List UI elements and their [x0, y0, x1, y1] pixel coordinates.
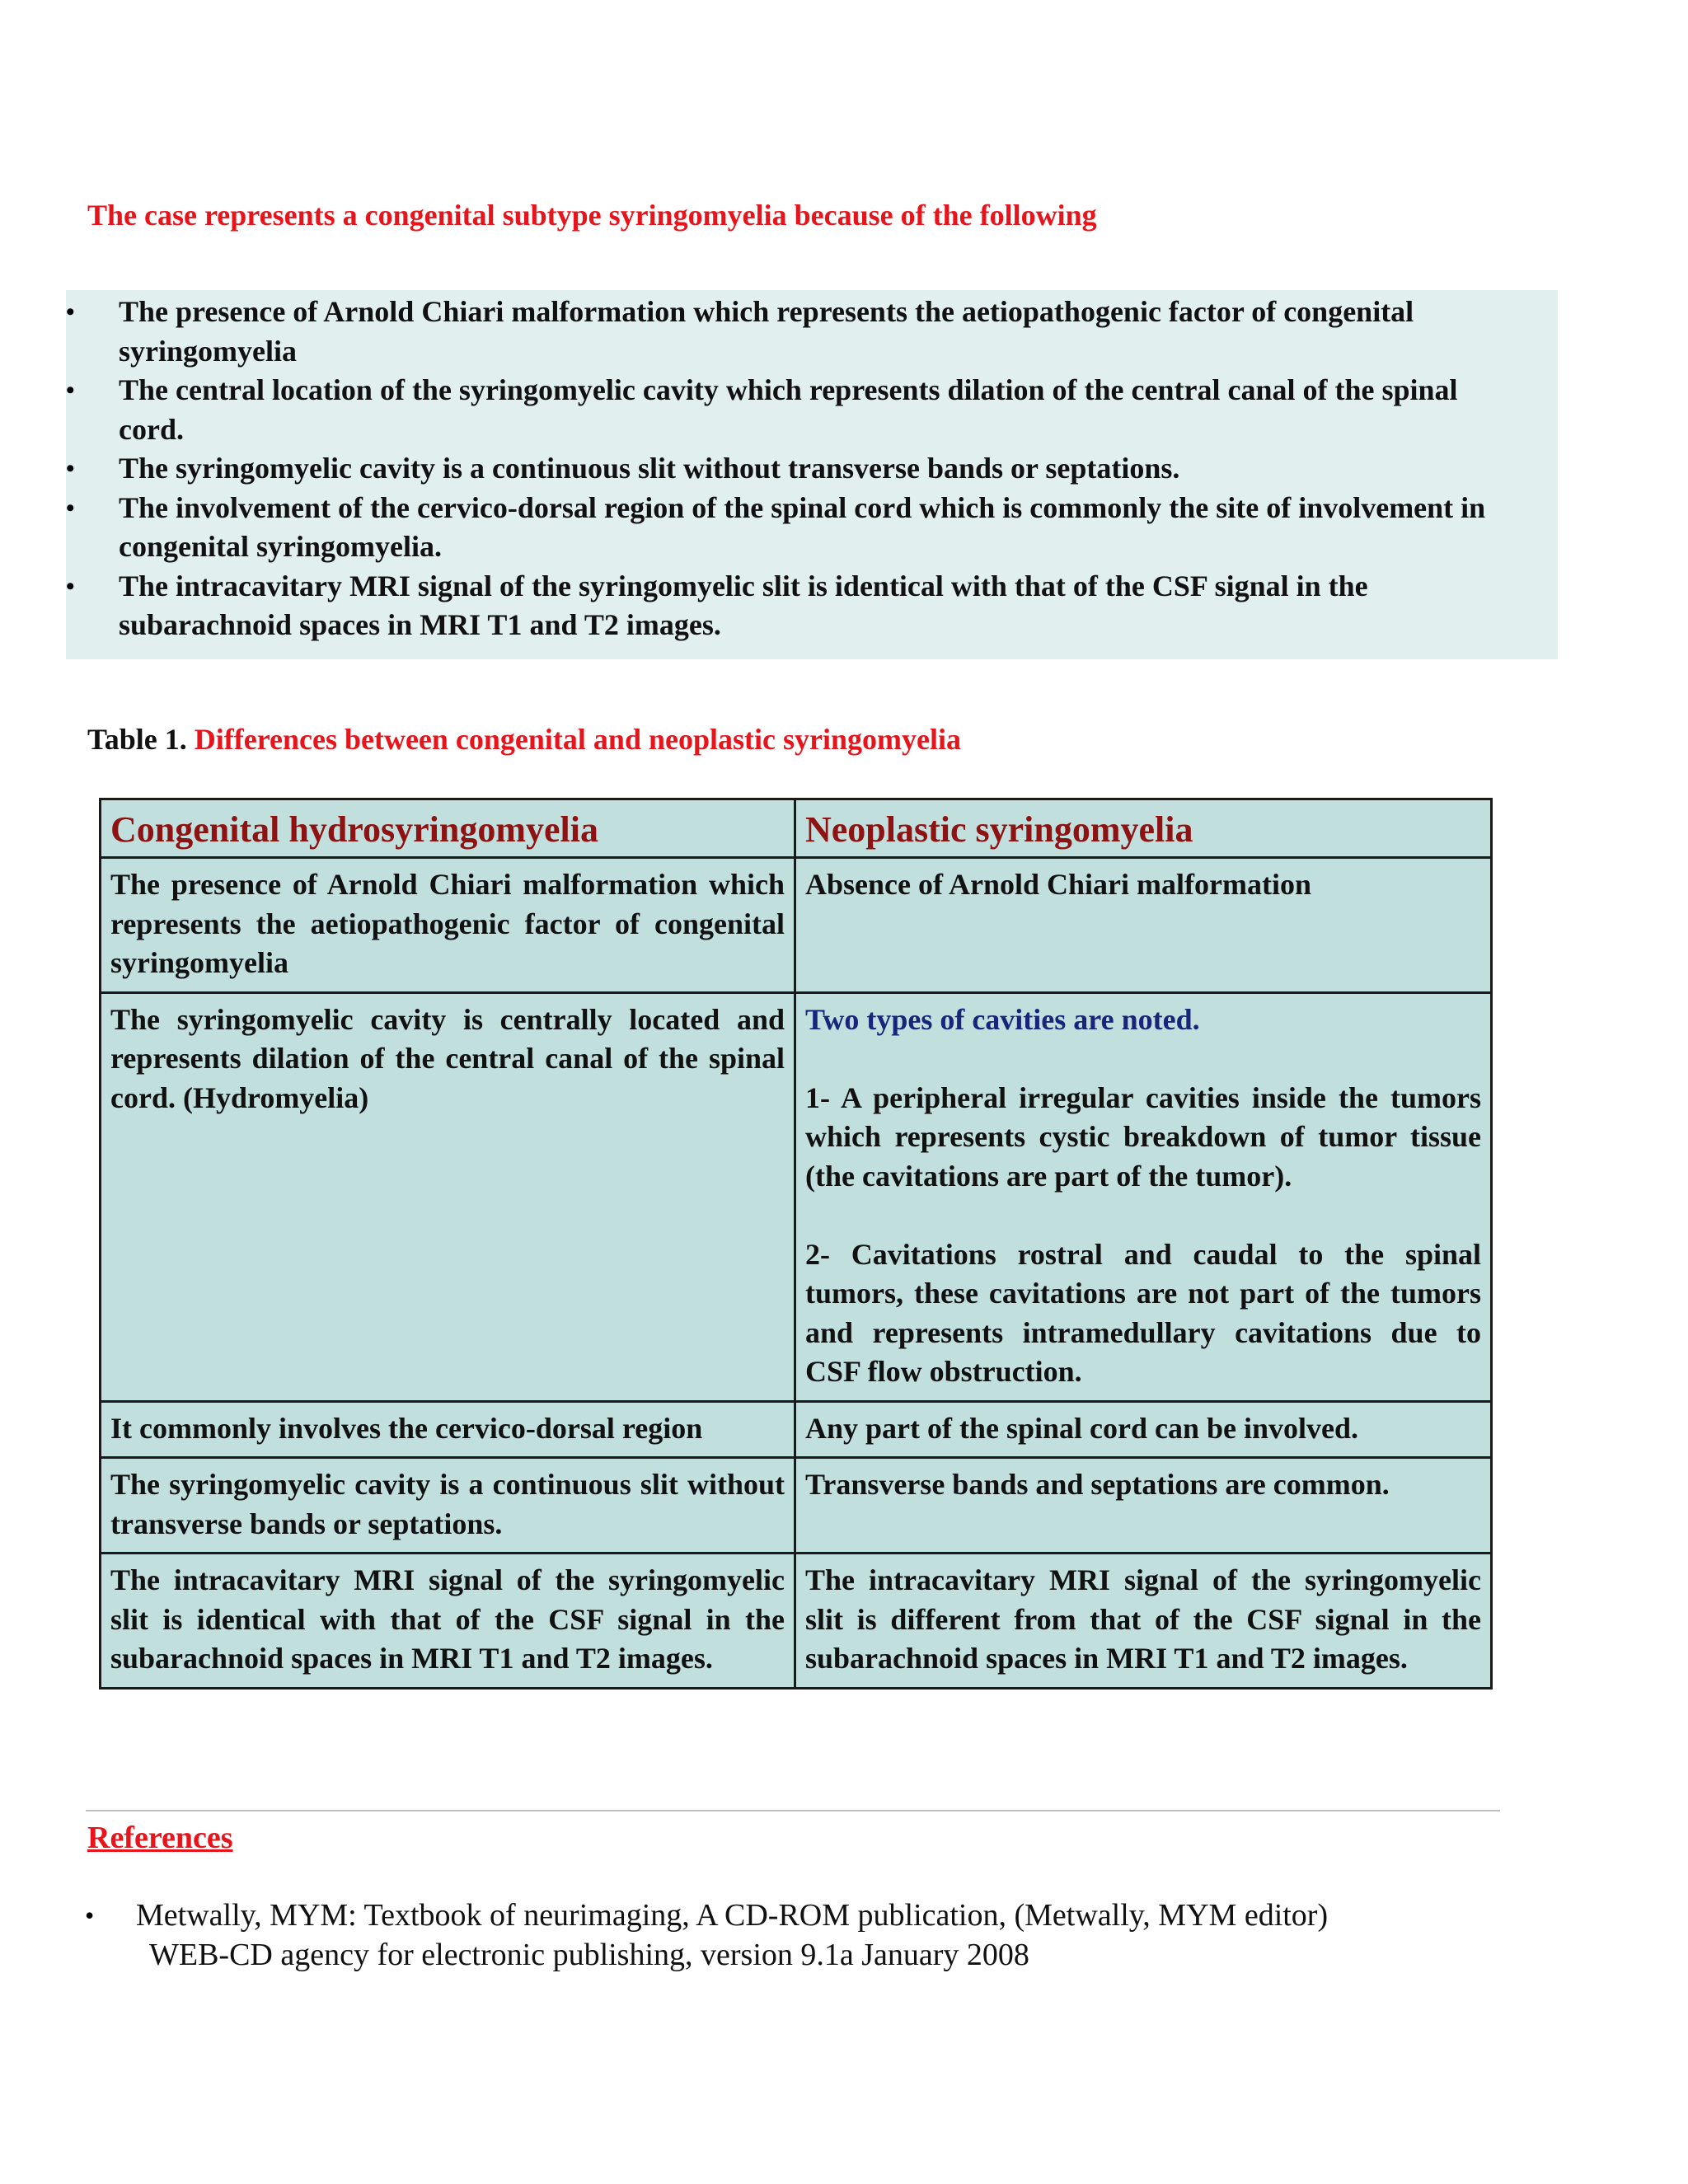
- list-item: [66, 489, 1520, 567]
- cell-neoplastic: [795, 992, 1492, 1401]
- reference-item: [85, 1896, 1496, 1975]
- cavity-types-note: Two types of cavities are noted.: [805, 1002, 1200, 1036]
- bullet-icon: •: [85, 1900, 95, 1930]
- bullet-icon: •: [66, 572, 75, 600]
- section-divider: [86, 1810, 1500, 1811]
- comparison-table: [99, 798, 1493, 1690]
- reason-text: The syringomyelic cavity is a continuous slit without transverse bands or septations.: [119, 452, 1180, 485]
- reference-line-1: Metwally, MYM: Textbook of neurimaging, A CD-ROM publication, (Metwally, MYM editor): [136, 1898, 1329, 1933]
- table-row: [101, 1458, 1492, 1554]
- table-row: [101, 858, 1492, 993]
- bullet-icon: •: [66, 494, 75, 522]
- reasons-box: [66, 290, 1558, 659]
- reason-text: The central location of the syringomyelic cavity which represents dilation of the central canal of the spinal cord.: [119, 373, 1458, 446]
- paragraph-gap: [805, 1196, 1481, 1235]
- list-item: [66, 293, 1520, 371]
- cell-neoplastic: Any part of the spinal cord can be involved.: [795, 1401, 1492, 1458]
- cell-congenital: The presence of Arnold Chiari malformation which represents the aetiopathogenic factor of congenital syringomyelia: [101, 858, 795, 993]
- cavity-type-1: 1- A peripheral irregular cavities inside the tumors which represents cystic breakdown of tumor tissue (the cavitations are part of the tumor).: [805, 1080, 1481, 1193]
- reason-text: The presence of Arnold Chiari malformation which represents the aetiopathogenic factor of congenital syringomyelia: [119, 295, 1414, 368]
- section-heading: The case represents a congenital subtype syringomyelia because of the following: [87, 199, 1097, 232]
- reason-text: The intracavitary MRI signal of the syringomyelic slit is identical with that of the CSF signal in the subarachnoid spaces in MRI T1 and T2 images.: [119, 569, 1368, 641]
- cell-neoplastic: Absence of Arnold Chiari malformation: [795, 858, 1492, 993]
- cell-congenital: The syringomyelic cavity is a continuous slit without transverse bands or septations.: [101, 1458, 795, 1554]
- cell-congenital: It commonly involves the cervico-dorsal region: [101, 1401, 795, 1458]
- table-row: [101, 1401, 1492, 1458]
- reason-text: The involvement of the cervico-dorsal region of the spinal cord which is commonly the site of involvement in congenital syringomyelia.: [119, 490, 1486, 563]
- column-header-neoplastic: Neoplastic syringomyelia: [795, 799, 1492, 858]
- bullet-icon: •: [66, 455, 75, 482]
- bullet-icon: •: [66, 377, 75, 404]
- table-header-row: [101, 799, 1492, 858]
- cavity-type-2: 2- Cavitations rostral and caudal to the spinal tumors, these cavitations are not part of the tumors and represents intramedullary cavitations due to CSF flow obstruction.: [805, 1237, 1481, 1388]
- paragraph-gap: [805, 1039, 1481, 1079]
- list-item: [66, 449, 1520, 489]
- cell-neoplastic: The intracavitary MRI signal of the syringomyelic slit is different from that of the CSF signal in the subarachnoid spaces in MRI T1 and T2 images.: [795, 1554, 1492, 1689]
- table-row: [101, 992, 1492, 1401]
- table-row: [101, 1554, 1492, 1689]
- table-caption-title: Differences between congenital and neoplastic syringomyelia: [194, 723, 961, 756]
- cell-neoplastic: Transverse bands and septations are common.: [795, 1458, 1492, 1554]
- reasons-list: [66, 293, 1520, 645]
- table-caption: [87, 722, 961, 757]
- references-title: References: [87, 1821, 233, 1855]
- cell-congenital: The intracavitary MRI signal of the syringomyelic slit is identical with that of the CSF signal in the subarachnoid spaces in MRI T1 and T2 images.: [101, 1554, 795, 1689]
- reference-line-2: WEB-CD agency for electronic publishing, version 9.1a January 2008: [149, 1938, 1029, 1972]
- table-caption-label: Table 1.: [87, 723, 187, 756]
- cell-congenital: The syringomyelic cavity is centrally located and represents dilation of the central canal of the spinal cord. (Hydromyelia): [101, 992, 795, 1401]
- bullet-icon: •: [66, 298, 75, 326]
- column-header-congenital: Congenital hydrosyringomyelia: [101, 799, 795, 858]
- list-item: [66, 371, 1520, 449]
- list-item: [66, 567, 1520, 645]
